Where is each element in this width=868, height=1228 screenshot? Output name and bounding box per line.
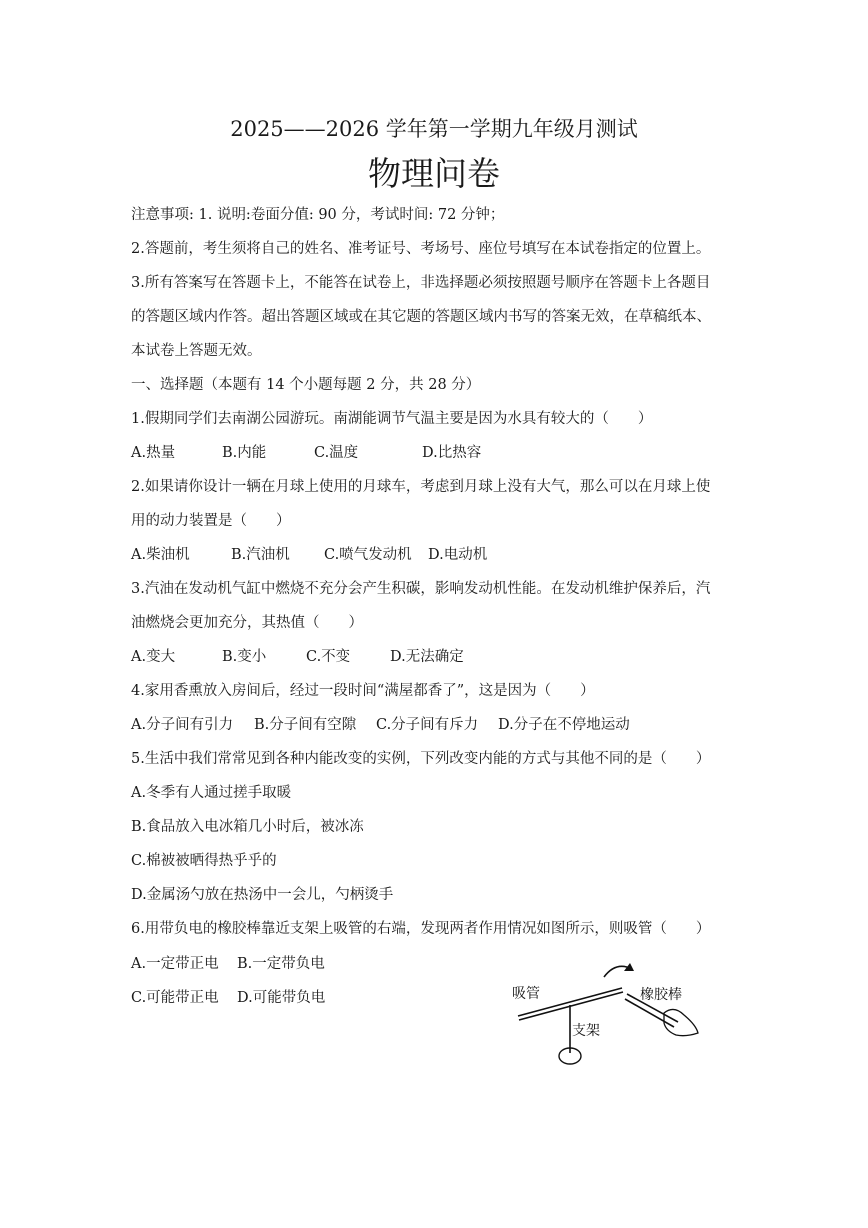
rod-line-bottom [625, 999, 674, 1027]
question-2-stem-line-1: 2.如果请你设计一辆在月球上使用的月球车，考虑到月球上没有大气，那么可以在月球上使 [131, 479, 711, 495]
question-5-stem: 5.生活中我们常常见到各种内能改变的实例，下列改变内能的方式与其他不同的是（ ） [131, 751, 711, 767]
question-1-stem: 1.假期同学们去南湖公园游玩。南湖能调节气温主要是因为水具有较大的（ ） [131, 411, 653, 427]
label-straw: 吸管 [512, 986, 540, 1002]
question-6-stem: 6.用带负电的橡胶棒靠近支架上吸管的右端，发现两者作用情况如图所示，则吸管（ ） [131, 921, 711, 937]
question-2-option-a: A.柴油机 [131, 547, 190, 563]
question-5-option-c: C.棉被被晒得热乎乎的 [131, 853, 277, 869]
question-3-option-d: D.无法确定 [390, 649, 464, 665]
label-stand: 支架 [572, 1023, 600, 1039]
question-1-option-c: C.温度 [314, 445, 359, 461]
question-6-option-b: B.一定带负电 [237, 956, 325, 972]
straw-stand-figure [500, 955, 710, 1070]
question-4-option-b: B.分子间有空隙 [254, 717, 357, 733]
subject-title: 物理问卷 [368, 154, 500, 193]
question-2-option-b: B.汽油机 [231, 547, 290, 563]
question-2-option-d: D.电动机 [428, 547, 488, 563]
question-2-option-c: C.喷气发动机 [324, 547, 412, 563]
hand-icon [664, 1009, 698, 1035]
question-3-stem-line-2: 油燃烧会更加充分，其热值（ ） [131, 615, 363, 631]
question-5-option-a: A.冬季有人通过搓手取暖 [131, 785, 292, 801]
question-1-option-a: A.热量 [131, 445, 176, 461]
question-4-stem: 4.家用香熏放入房间后，经过一段时间“满屋都香了”，这是因为（ ） [131, 683, 595, 699]
notes-line-3b: 的答题区域内作答。超出答题区域或在其它题的答题区域内书写的答案无效，在草稿纸本、 [131, 309, 711, 325]
question-3-option-c: C.不变 [306, 649, 351, 665]
notes-line-3a: 3.所有答案写在答题卡上，不能答在试卷上，非选择题必须按照题号顺序在答题卡上各题目 [131, 275, 711, 291]
question-2-stem-line-2: 用的动力装置是（ ） [131, 513, 291, 529]
section-heading: 一、选择题（本题有 14 个小题每题 2 分，共 28 分） [131, 377, 481, 393]
question-3-option-b: B.变小 [222, 649, 267, 665]
question-1-option-b: B.内能 [222, 445, 267, 461]
question-5-option-d: D.金属汤勺放在热汤中一会儿，勺柄烫手 [131, 887, 394, 903]
question-3-option-a: A.变大 [131, 649, 176, 665]
notes-line-2: 2.答题前，考生须将自己的姓名、准考证号、考场号、座位号填写在本试卷指定的位置上。 [131, 241, 711, 257]
question-5-option-b: B.食品放入电冰箱几小时后，被冰冻 [131, 819, 364, 835]
question-3-stem-line-1: 3.汽油在发动机气缸中燃烧不充分会产生积碳，影响发动机性能。在发动机维护保养后，汽 [131, 581, 711, 597]
question-6-option-d: D.可能带负电 [237, 990, 326, 1006]
notes-line-3c: 本试卷上答题无效。 [131, 343, 262, 359]
question-1-option-d: D.比热容 [422, 445, 482, 461]
question-6-option-a: A.一定带正电 [131, 956, 219, 972]
question-4-option-d: D.分子在不停地运动 [498, 717, 630, 733]
question-4-option-a: A.分子间有引力 [131, 717, 234, 733]
notes-line-1: 注意事项: 1. 说明:卷面分值: 90 分，考试时间: 72 分钟； [131, 207, 505, 223]
label-rubber-rod: 橡胶棒 [640, 987, 682, 1003]
question-6-option-c: C.可能带正电 [131, 990, 219, 1006]
question-4-option-c: C.分子间有斥力 [376, 717, 479, 733]
exam-title: 2025——2026 学年第一学期九年级月测试 [230, 117, 638, 141]
